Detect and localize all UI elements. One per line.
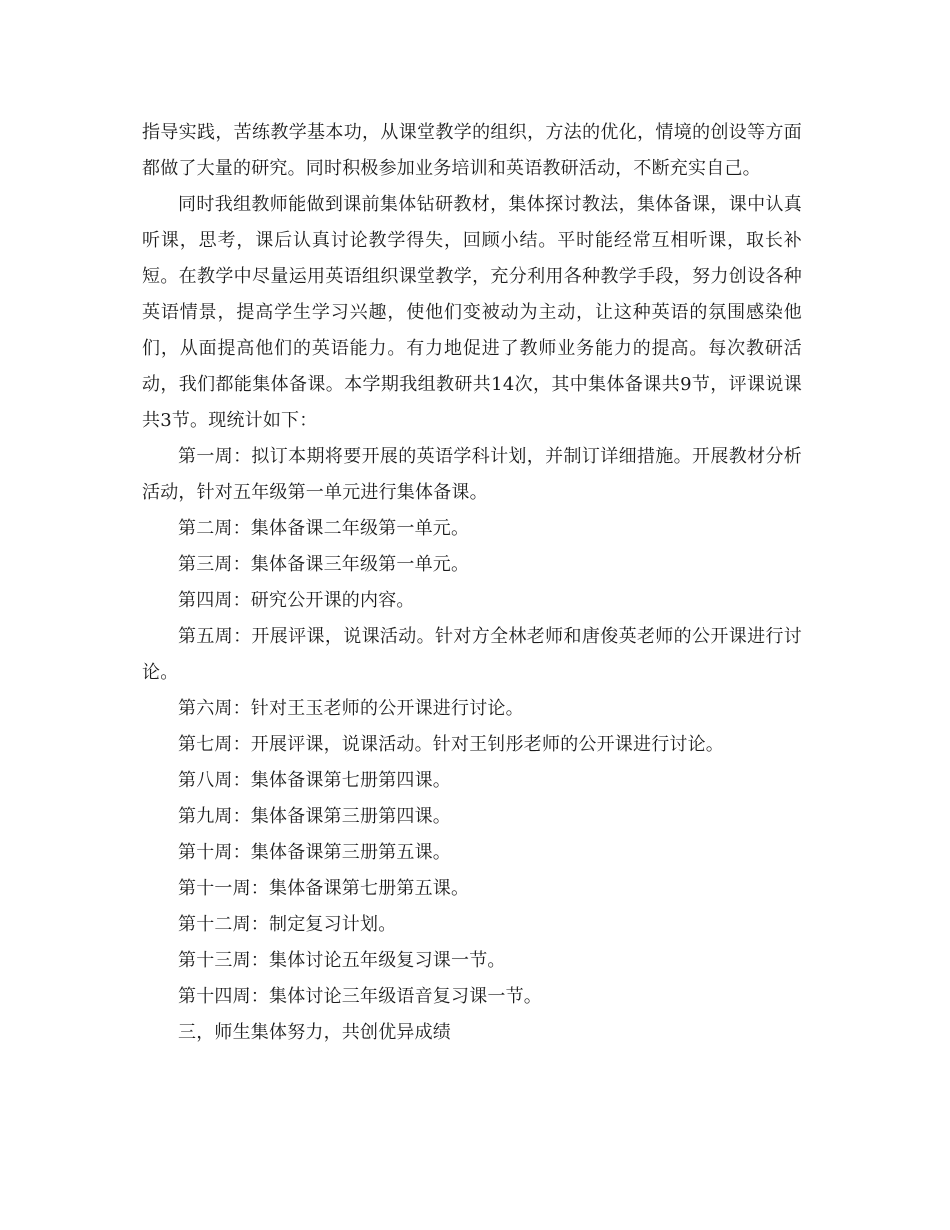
list-item-week-4: 第四周：研究公开课的内容。 <box>178 590 415 611</box>
list-item-week-12: 第十二周：制定复习计划。 <box>178 914 397 935</box>
list-item-week-8: 第八周：集体备课第七册第四课。 <box>178 770 451 791</box>
list-item-week-2: 第二周：集体备课二年级第一单元。 <box>178 518 470 539</box>
list-item-week-5: 第五周：开展评课，说课活动。针对方全林老师和唐俊英老师的公开课进行讨论。 <box>142 626 802 683</box>
list-item-week-1: 第一周：拟订本期将要开展的英语学科计划，并制订详细措施。开展教材分析活动，针对五年级第一单元进行集体备课。 <box>142 446 802 503</box>
document-body <box>142 115 802 1051</box>
list-item-week-6: 第六周：针对王玉老师的公开课进行讨论。 <box>178 698 524 719</box>
list-item-week-7: 第七周：开展评课，说课活动。针对王钊彤老师的公开课进行讨论。 <box>178 734 724 755</box>
list-item-week-9: 第九周：集体备课第三册第四课。 <box>178 806 451 827</box>
list-item-week-11: 第十一周：集体备课第七册第五课。 <box>178 878 470 899</box>
list-item-week-10: 第十周：集体备课第三册第五课。 <box>178 842 451 863</box>
paragraph-research-summary: 指导实践，苦练教学基本功，从课堂教学的组织，方法的优化，情境的创设等方面都做了大量的研究。同时积极参加业务培训和英语教研活动，不断充实自己。 <box>142 122 802 179</box>
section-heading-three: 三，师生集体努力，共创优异成绩 <box>178 1022 451 1043</box>
list-item-week-3: 第三周：集体备课三年级第一单元。 <box>178 554 470 575</box>
list-item-week-13: 第十三周：集体讨论五年级复习课一节。 <box>178 950 506 971</box>
list-item-week-14: 第十四周：集体讨论三年级语音复习课一节。 <box>178 986 542 1007</box>
paragraph-collective-lesson-prep: 同时我组教师能做到课前集体钻研教材，集体探讨教法，集体备课，课中认真听课，思考，课后认真讨论教学得失，回顾小结。平时能经常互相听课，取长补短。在教学中尽量运用英语组织课堂教学，充分利用各种教学手段，努力创设各种英语情景，提高学生学习兴趣，使他们变被动为主动，让这种英语的氛围感染他们，从面提高他们的英语能力。有力地促进了教师业务能力的提高。每次教研活动，我们都能集体备课。本学期我组教研共14次，其中集体备课共9节，评课说课共3节。现统计如下： <box>142 194 802 431</box>
